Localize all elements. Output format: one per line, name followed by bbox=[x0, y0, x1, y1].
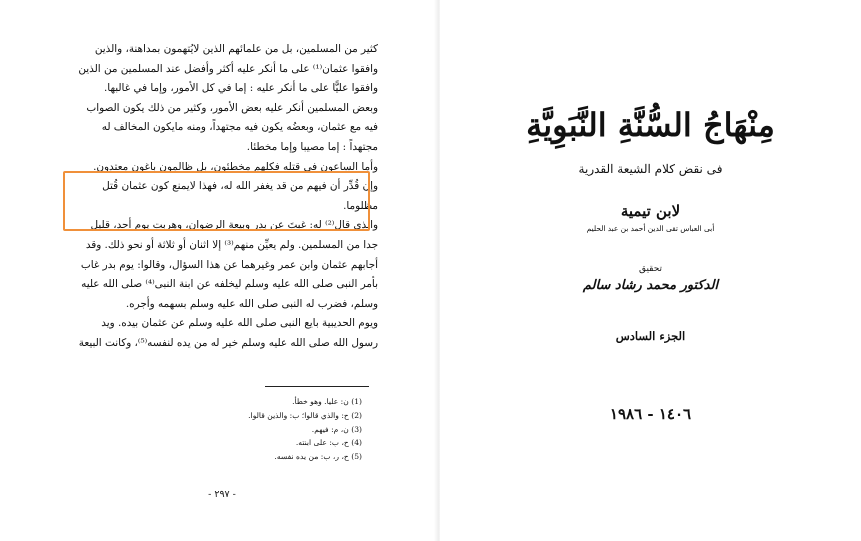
body-line: جدا من المسلمين. ولم يعيِّن منهم⁽³⁾ إلا اثنان أو ثلاثة أو نحو ذلك. وقد bbox=[85, 238, 378, 251]
footnote: (5) ح، ر، ب: من يده نفسه. bbox=[274, 452, 362, 462]
highlighted-line: مظلوما. bbox=[343, 199, 378, 212]
body-line: ويوم الحديبية بايع النبى صلى الله عليه وسلم عن عثمان بيده. ويد bbox=[101, 317, 378, 330]
footnote: (4) ح، ب: على ابنته. bbox=[295, 438, 362, 448]
body-line: وبعض المسلمين أنكر عليه بعض الأمور، وكثير من ذلك يكون الصواب bbox=[86, 101, 378, 114]
body-line: وافقوا عثمان⁽¹⁾ على ما أنكر عليه أكثر وأفضل عند المسلمين من الذين bbox=[78, 62, 378, 75]
highlighted-line: وإن قُدِّر أن فيهم من قد يغفر الله له، فهذا لايمنع كون عثمان قُتل bbox=[102, 180, 378, 193]
editor-name: الدكتور محمد رشاد سالم bbox=[582, 278, 719, 293]
body-line: كثير من المسلمين، بل من علمائهم الذين لايُتهمون بمداهنة، والذين bbox=[94, 43, 378, 55]
highlight-box bbox=[63, 171, 370, 231]
body-line: أجابهم عثمان وابن عمر وغيرهما عن هذا السؤال، وقالوا: يوم بدر غاب bbox=[80, 258, 378, 271]
author-full-name: أبى العباس تقى الدين أحمد بن عبد الحليم bbox=[586, 224, 715, 233]
body-line: وسلم، فضرب له النبى صلى الله عليه وسلم بسهمه وأجره. bbox=[125, 297, 378, 310]
footnote-divider bbox=[265, 386, 369, 387]
right-page bbox=[440, 0, 861, 541]
footnotes bbox=[150, 395, 362, 464]
footnote: (3) ن، م: فيهم. bbox=[311, 424, 362, 434]
body-line: رسول الله صلى الله عليه وسلم خير له من يده لنفسه⁽⁵⁾، وكانت البيعة bbox=[78, 336, 378, 349]
editor-label: تحقيق bbox=[638, 264, 663, 274]
body-line: والذي قال⁽²⁾ له: غبتَ عن بدر وبيعة الرضوان، وهربت يوم أحد، قليل bbox=[90, 219, 378, 232]
body-line: مجتهداً : إما مصيبا وإما مخطئا. bbox=[246, 140, 378, 153]
publication-date: ١٤٠٦ - ١٩٨٦ bbox=[609, 405, 692, 423]
book-title: مِنْهَاجُ السُّنَّةِ النَّبَوِيَّةِ bbox=[526, 106, 775, 144]
author-name: لابن تيمية bbox=[620, 202, 681, 220]
volume-label: الجزء السادس bbox=[615, 329, 686, 343]
highlighted-line: وأما الساعون في قتله فكلهم مخطئون، بل ظالمون باغون معتدون. bbox=[93, 160, 378, 173]
footnote: (2) ح: والذي قالوا؛ ب: والذين قالوا. bbox=[248, 410, 362, 420]
book-subtitle: فى نقض كلام الشيعة القدرية bbox=[578, 162, 723, 176]
page-number: - ٢٩٧ - bbox=[208, 489, 236, 500]
body-line: فيه مع عثمان، وبعضُه يكون فيه مجتهداً، ومنه مايكون المخالف له bbox=[101, 121, 378, 134]
body-line: بأمر النبى صلى الله عليه وسلم ليخلفه عن ابنة النبى⁽⁴⁾ صلى الله عليه bbox=[81, 278, 378, 291]
body-line: وافقوا عليًّا على ما أنكر عليه : إما في كل الأمور، وإما في غالبها. bbox=[104, 82, 378, 95]
footnote: (1) ن: عليا. وهو خطأ. bbox=[292, 397, 362, 406]
